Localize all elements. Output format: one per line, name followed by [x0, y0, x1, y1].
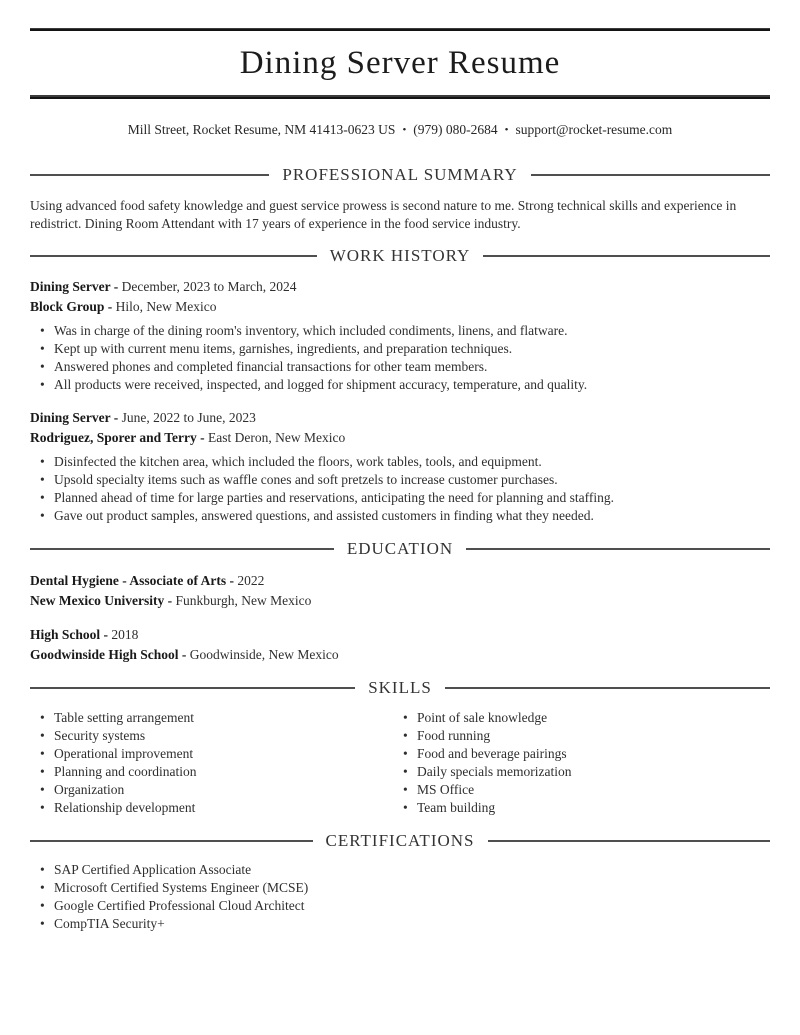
company-name: Block Group — [30, 299, 105, 314]
job-location: East Deron, New Mexico — [208, 430, 346, 445]
section-heading-row — [30, 678, 770, 698]
dash-separator: - — [178, 647, 190, 662]
certifications-body — [30, 861, 770, 933]
school-row — [30, 645, 770, 665]
section-heading-row — [30, 246, 770, 266]
skill-item: • MS Office — [393, 781, 770, 799]
degree-row — [30, 571, 770, 591]
graduation-year: 2018 — [111, 627, 139, 642]
bullet-item: • Disinfected the kitchen area, which included the floors, work tables, tools, and equipment. — [30, 453, 770, 471]
skills-columns — [30, 709, 770, 817]
skill-item: • Point of sale knowledge — [393, 709, 770, 727]
school-location: Goodwinside, New Mexico — [189, 647, 339, 662]
job-title: Dining Server — [30, 410, 111, 425]
contact-separator-icon: • — [402, 124, 407, 136]
dash-separator: - — [110, 410, 122, 425]
education-entry — [30, 625, 770, 665]
skill-item: • Table setting arrangement — [30, 709, 400, 727]
school-location: Funkburgh, New Mexico — [175, 593, 312, 608]
company-name: Rodriguez, Sporer and Terry — [30, 430, 197, 445]
heading-line-left — [30, 687, 355, 689]
section-heading: WORK HISTORY — [329, 246, 471, 265]
skills-column-left — [30, 709, 400, 817]
title-bottom-double-rule — [30, 95, 770, 99]
section-skills — [0, 678, 800, 817]
job-company-row — [30, 297, 770, 317]
section-certifications — [0, 831, 800, 933]
heading-line-left — [30, 840, 313, 842]
skill-item: • Operational improvement — [30, 745, 400, 763]
dash-separator: - — [226, 573, 238, 588]
section-heading: PROFESSIONAL SUMMARY — [282, 165, 518, 184]
contact-address: Mill Street, Rocket Resume, NM 41413-0623 US — [127, 122, 396, 137]
certification-item: • CompTIA Security+ — [30, 915, 770, 933]
heading-line-right — [488, 840, 771, 842]
dash-separator: - — [196, 430, 209, 445]
dash-separator: - — [164, 593, 176, 608]
section-professional-summary — [0, 165, 800, 233]
job-bullet-list — [30, 453, 770, 525]
contact-separator-icon: • — [504, 124, 509, 136]
job-title: Dining Server — [30, 279, 111, 294]
skill-item: • Daily specials memorization — [393, 763, 770, 781]
skill-item: • Security systems — [30, 727, 400, 745]
job-dates: June, 2022 to June, 2023 — [121, 410, 256, 425]
degree-row — [30, 625, 770, 645]
school-name: Goodwinside High School — [30, 647, 179, 662]
bullet-item: • Upsold specialty items such as waffle cones and soft pretzels to increase customer purchases. — [30, 471, 770, 489]
job-title-row — [30, 277, 770, 297]
certifications-list — [30, 861, 770, 933]
skills-column-right — [400, 709, 770, 817]
bullet-item: • Gave out product samples, answered questions, and assisted customers in finding what they needed. — [30, 507, 770, 525]
contact-line — [0, 121, 800, 140]
bullet-item: • Answered phones and completed financial transactions for other team members. — [30, 358, 770, 376]
bullet-item: • Kept up with current menu items, garnishes, ingredients, and preparation techniques. — [30, 340, 770, 358]
skill-item: • Relationship development — [30, 799, 400, 817]
contact-phone: (979) 080-2684 — [413, 122, 498, 137]
skill-item: • Team building — [393, 799, 770, 817]
school-name: New Mexico University — [30, 593, 165, 608]
section-heading-row — [30, 831, 770, 851]
summary-text: Using advanced food safety knowledge and guest service prowess is second nature to me. Strong technical skills and experience in redistrict. Dining Room Attendant with 17 years of experience in the food service industry. — [30, 198, 737, 231]
page-title: Dining Server Resume — [239, 45, 561, 81]
certification-item: • Google Certified Professional Cloud Architect — [30, 897, 770, 915]
heading-line-right — [531, 174, 770, 176]
skills-list — [393, 709, 770, 817]
section-heading-row — [30, 539, 770, 559]
top-double-rule — [30, 28, 770, 31]
section-heading: EDUCATION — [346, 539, 454, 558]
section-work-history — [0, 246, 800, 525]
dash-separator: - — [110, 279, 122, 294]
job-dates: December, 2023 to March, 2024 — [121, 279, 297, 294]
skills-list — [30, 709, 400, 817]
heading-line-left — [30, 255, 317, 257]
bullet-item: • All products were received, inspected, and logged for shipment accuracy, temperature, and quality. — [30, 376, 770, 394]
degree: Dental Hygiene - Associate of Arts — [30, 573, 227, 588]
degree: High School — [30, 627, 101, 642]
school-row — [30, 591, 770, 611]
certification-item: • Microsoft Certified Systems Engineer (MCSE) — [30, 879, 770, 897]
bullet-item: • Planned ahead of time for large parties and reservations, anticipating the need for planning and staffing. — [30, 489, 770, 507]
job-entry — [30, 277, 770, 394]
skill-item: • Food running — [393, 727, 770, 745]
job-company-row — [30, 428, 770, 448]
heading-line-left — [30, 548, 334, 550]
job-entry — [30, 408, 770, 525]
heading-line-left — [30, 174, 269, 176]
skill-item: • Planning and coordination — [30, 763, 400, 781]
heading-line-right — [483, 255, 770, 257]
bullet-item: • Was in charge of the dining room's inventory, which included condiments, linens, and flatware. — [30, 322, 770, 340]
section-education — [0, 539, 800, 665]
job-bullet-list — [30, 322, 770, 394]
section-heading: SKILLS — [368, 678, 432, 697]
certification-item: • SAP Certified Application Associate — [30, 861, 770, 879]
contact-email: support@rocket-resume.com — [515, 122, 673, 137]
education-entry — [30, 571, 770, 611]
section-heading-row — [30, 165, 770, 185]
skill-item: • Food and beverage pairings — [393, 745, 770, 763]
section-heading: CERTIFICATIONS — [325, 831, 475, 850]
dash-separator: - — [104, 299, 116, 314]
heading-line-right — [445, 687, 770, 689]
graduation-year: 2022 — [237, 573, 265, 588]
skill-item: • Organization — [30, 781, 400, 799]
job-title-row — [30, 408, 770, 428]
job-location: Hilo, New Mexico — [115, 299, 217, 314]
dash-separator: - — [100, 627, 112, 642]
heading-line-right — [466, 548, 770, 550]
